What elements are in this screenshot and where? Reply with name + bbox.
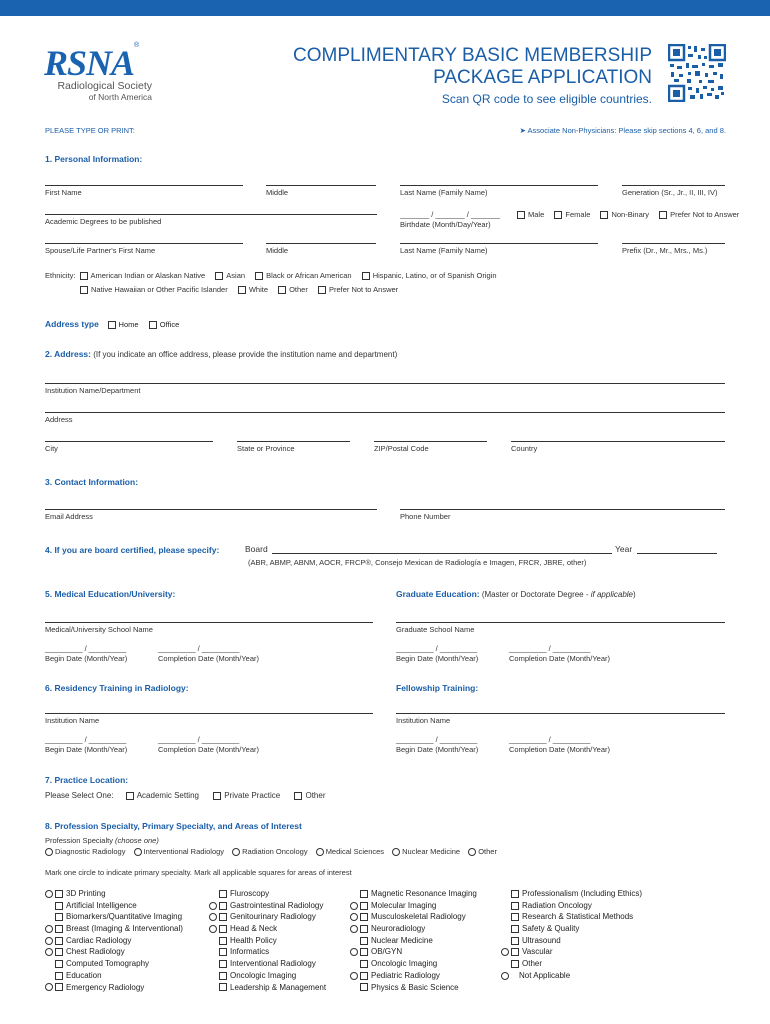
ethnicity-checkbox[interactable]	[255, 272, 263, 280]
grad-completion-field[interactable]: _________ / _________	[509, 644, 591, 653]
list-item: Fluroscopy	[209, 888, 326, 900]
generation-field[interactable]	[622, 185, 725, 186]
list-item: Oncologic Imaging	[209, 970, 326, 982]
fel-completion-field[interactable]: _________ / _________	[509, 735, 591, 744]
grad-completion-label: Completion Date (Month/Year)	[509, 654, 611, 663]
section-4-title: 4. If you are board certified, please specify:	[45, 545, 220, 555]
nonbinary-checkbox[interactable]	[600, 211, 608, 219]
year-label: Year	[615, 544, 633, 554]
spouse-middle-label: Middle	[266, 246, 289, 255]
fellowship-institution-field[interactable]	[396, 713, 725, 714]
prefer-not-checkbox[interactable]	[659, 211, 667, 219]
section-8-title: 8. Profession Specialty, Primary Specialty, and Areas of Interest	[45, 821, 302, 831]
practice-location-row: Please Select One: Academic Setting Private Practice Other	[45, 791, 326, 800]
list-item: Genitourinary Radiology	[209, 911, 326, 923]
prof-radio[interactable]	[316, 848, 324, 856]
list-item: Emergency Radiology	[45, 982, 183, 994]
interest-column-2	[209, 888, 326, 993]
list-item: Chest Radiology	[45, 946, 183, 958]
degrees-field[interactable]	[45, 214, 377, 215]
type-print-note: PLEASE TYPE OR PRINT:	[45, 126, 135, 135]
list-item: Radiation Oncology	[501, 900, 642, 912]
top-bar	[0, 0, 770, 16]
birthdate-label: Birthdate (Month/Day/Year)	[400, 220, 491, 229]
list-item: Gastrointestinal Radiology	[209, 900, 326, 912]
list-item: Physics & Basic Science	[350, 982, 477, 994]
degrees-label: Academic Degrees to be published	[45, 217, 162, 226]
last-name-label: Last Name (Family Name)	[400, 188, 488, 197]
city-field[interactable]	[45, 441, 213, 442]
prof-radio[interactable]	[134, 848, 142, 856]
list-item: Magnetic Resonance Imaging	[350, 888, 477, 900]
res-completion-field[interactable]: _________ / _________	[158, 735, 240, 744]
email-label: Email Address	[45, 512, 93, 521]
home-checkbox[interactable]	[108, 321, 116, 329]
phone-field[interactable]	[400, 509, 725, 510]
fellowship-institution-label: Institution Name	[396, 716, 451, 725]
ethnicity-checkbox[interactable]	[80, 272, 88, 280]
logo-text: RSNA	[44, 43, 135, 83]
board-note: (ABR, ABMP, ABNM, AOCR, FRCP®, Consejo Mexican de Radiología e Imagen, FRCR, JBRE, other)	[248, 558, 587, 567]
list-item: 3D Printing	[45, 888, 183, 900]
res-begin-field[interactable]: _________ / _________	[45, 735, 127, 744]
mark-note: Mark one circle to indicate primary specialty. Mark all applicable squares for areas of interest	[45, 868, 352, 877]
section-2-title: 2. Address: (If you indicate an office address, please provide the institution name and department)	[45, 349, 398, 359]
fellowship-title: Fellowship Training:	[396, 683, 479, 693]
address-label: Address	[45, 415, 73, 424]
board-label: Board	[245, 544, 268, 554]
country-label: Country	[511, 444, 538, 453]
graduate-education-title: Graduate Education: (Master or Doctorate Degree - if applicable)	[396, 589, 636, 599]
associate-note: ➤ Associate Non-Physicians: Please skip sections 4, 6, and 8.	[519, 126, 726, 135]
list-item: Informatics	[209, 946, 326, 958]
section-6-title: 6. Residency Training in Radiology:	[45, 683, 189, 693]
fel-begin-field[interactable]: _________ / _________	[396, 735, 478, 744]
fel-begin-label: Begin Date (Month/Year)	[396, 745, 479, 754]
section-5-title: 5. Medical Education/University:	[45, 589, 176, 599]
state-label: State or Province	[237, 444, 295, 453]
middle-name-field[interactable]	[266, 185, 376, 186]
fel-completion-label: Completion Date (Month/Year)	[509, 745, 611, 754]
office-checkbox[interactable]	[149, 321, 157, 329]
grad-school-field[interactable]	[396, 622, 725, 623]
ethnicity-checkbox[interactable]	[215, 272, 223, 280]
ethnicity-row-1: Ethnicity: American Indian or Alaskan Native Asian Black or African American Hispanic, Latino, or of Spanish Origin	[45, 271, 497, 280]
ethnicity-checkbox[interactable]	[318, 286, 326, 294]
last-name-field[interactable]	[400, 185, 598, 186]
list-item: Molecular Imaging	[350, 900, 477, 912]
birthdate-field[interactable]: _______ / _______ / _______	[400, 210, 501, 219]
male-checkbox[interactable]	[517, 211, 525, 219]
list-item: Breast (Imaging & Interventional)	[45, 923, 183, 935]
ethnicity-checkbox[interactable]	[80, 286, 88, 294]
qr-code-icon[interactable]	[668, 44, 726, 102]
prof-radio[interactable]	[45, 848, 53, 856]
med-completion-field[interactable]: _________ / _________	[158, 644, 240, 653]
other-location-checkbox[interactable]	[294, 792, 302, 800]
profession-options: Diagnostic Radiology Interventional Radiology Radiation Oncology Medical Sciences Nuclear Medicine Other	[45, 847, 497, 856]
list-item: Musculoskeletal Radiology	[350, 911, 477, 923]
res-completion-label: Completion Date (Month/Year)	[158, 745, 260, 754]
state-field[interactable]	[237, 441, 350, 442]
residency-institution-label: Institution Name	[45, 716, 100, 725]
spouse-first-label: Spouse/Life Partner's First Name	[45, 246, 156, 255]
institution-field[interactable]	[45, 383, 725, 384]
list-item: Other	[501, 958, 642, 970]
first-name-label: First Name	[45, 188, 82, 197]
list-item: Not Applicable	[501, 970, 642, 982]
page-title: COMPLIMENTARY BASIC MEMBERSHIP PACKAGE APPLICATION Scan QR code to see eligible countries.	[293, 45, 652, 106]
private-practice-checkbox[interactable]	[213, 792, 221, 800]
list-item: Neuroradiology	[350, 923, 477, 935]
section-7-title: 7. Practice Location:	[45, 775, 129, 785]
ethnicity-checkbox[interactable]	[362, 272, 370, 280]
middle-label: Middle	[266, 188, 289, 197]
prefix-field[interactable]	[622, 243, 725, 244]
phone-label: Phone Number	[400, 512, 451, 521]
med-school-label: Medical/University School Name	[45, 625, 153, 634]
board-field[interactable]	[272, 553, 612, 554]
ethnicity-checkbox[interactable]	[238, 286, 246, 294]
list-item: Artificial Intelligence	[45, 900, 183, 912]
org-name: Radiological Society of North America	[57, 80, 152, 102]
zip-field[interactable]	[374, 441, 487, 442]
list-item: Biomarkers/Quantitative Imaging	[45, 911, 183, 923]
first-name-field[interactable]	[45, 185, 243, 186]
prof-radio[interactable]	[232, 848, 240, 856]
address-field[interactable]	[45, 412, 725, 413]
email-field[interactable]	[45, 509, 377, 510]
gender-options: Male Female Non-Binary Prefer Not to Answer	[515, 210, 739, 219]
year-field[interactable]	[637, 553, 717, 554]
city-label: City	[45, 444, 58, 453]
residency-institution-field[interactable]	[45, 713, 373, 714]
section-3-title: 3. Contact Information:	[45, 477, 139, 487]
interest-column-4	[501, 888, 642, 982]
list-item: Pediatric Radiology	[350, 970, 477, 982]
section-1-title: 1. Personal Information:	[45, 154, 143, 164]
list-item: Oncologic Imaging	[350, 958, 477, 970]
grad-begin-field[interactable]: _________ / _________	[396, 644, 478, 653]
list-item: Research & Statistical Methods	[501, 911, 642, 923]
list-item: OB/GYN	[350, 946, 477, 958]
spouse-first-field[interactable]	[45, 243, 243, 244]
academic-checkbox[interactable]	[126, 792, 134, 800]
prof-radio[interactable]	[392, 848, 400, 856]
grad-begin-label: Begin Date (Month/Year)	[396, 654, 479, 663]
generation-label: Generation (Sr., Jr., II, III, IV)	[622, 188, 718, 197]
list-item: Leadership & Management	[209, 982, 326, 994]
country-field[interactable]	[511, 441, 725, 442]
address-type-row: Address type Home Office	[45, 319, 180, 329]
med-begin-label: Begin Date (Month/Year)	[45, 654, 128, 663]
spouse-last-label: Last Name (Family Name)	[400, 246, 488, 255]
list-item: Nuclear Medicine	[350, 935, 477, 947]
interest-column-1	[45, 888, 183, 993]
interest-column-3	[350, 888, 477, 993]
med-begin-field[interactable]: _________ / _________	[45, 644, 127, 653]
institution-label: Institution Name/Department	[45, 386, 141, 395]
list-item: Computed Tomography	[45, 958, 183, 970]
res-begin-label: Begin Date (Month/Year)	[45, 745, 128, 754]
list-item: Cardiac Radiology	[45, 935, 183, 947]
list-item: Vascular	[501, 946, 642, 958]
spouse-middle-field[interactable]	[266, 243, 376, 244]
med-completion-label: Completion Date (Month/Year)	[158, 654, 260, 663]
list-item: Head & Neck	[209, 923, 326, 935]
list-item: Safety & Quality	[501, 923, 642, 935]
zip-label: ZIP/Postal Code	[374, 444, 429, 453]
spouse-last-field[interactable]	[400, 243, 598, 244]
grad-school-label: Graduate School Name	[396, 625, 475, 634]
prof-radio[interactable]	[468, 848, 476, 856]
ethnicity-checkbox[interactable]	[278, 286, 286, 294]
profession-specialty-label: Profession Specialty (choose one)	[45, 836, 159, 845]
rsna-logo: RSNA®	[44, 42, 140, 83]
list-item: Ultrasound	[501, 935, 642, 947]
list-item: Professionalism (Including Ethics)	[501, 888, 642, 900]
prefix-label: Prefix (Dr., Mr., Mrs., Ms.)	[622, 246, 708, 255]
list-item: Education	[45, 970, 183, 982]
female-checkbox[interactable]	[554, 211, 562, 219]
med-school-field[interactable]	[45, 622, 373, 623]
ethnicity-row-2: Native Hawaiian or Other Pacific Islander White Other Prefer Not to Answer	[78, 285, 398, 294]
list-item: Interventional Radiology	[209, 958, 326, 970]
list-item: Health Policy	[209, 935, 326, 947]
